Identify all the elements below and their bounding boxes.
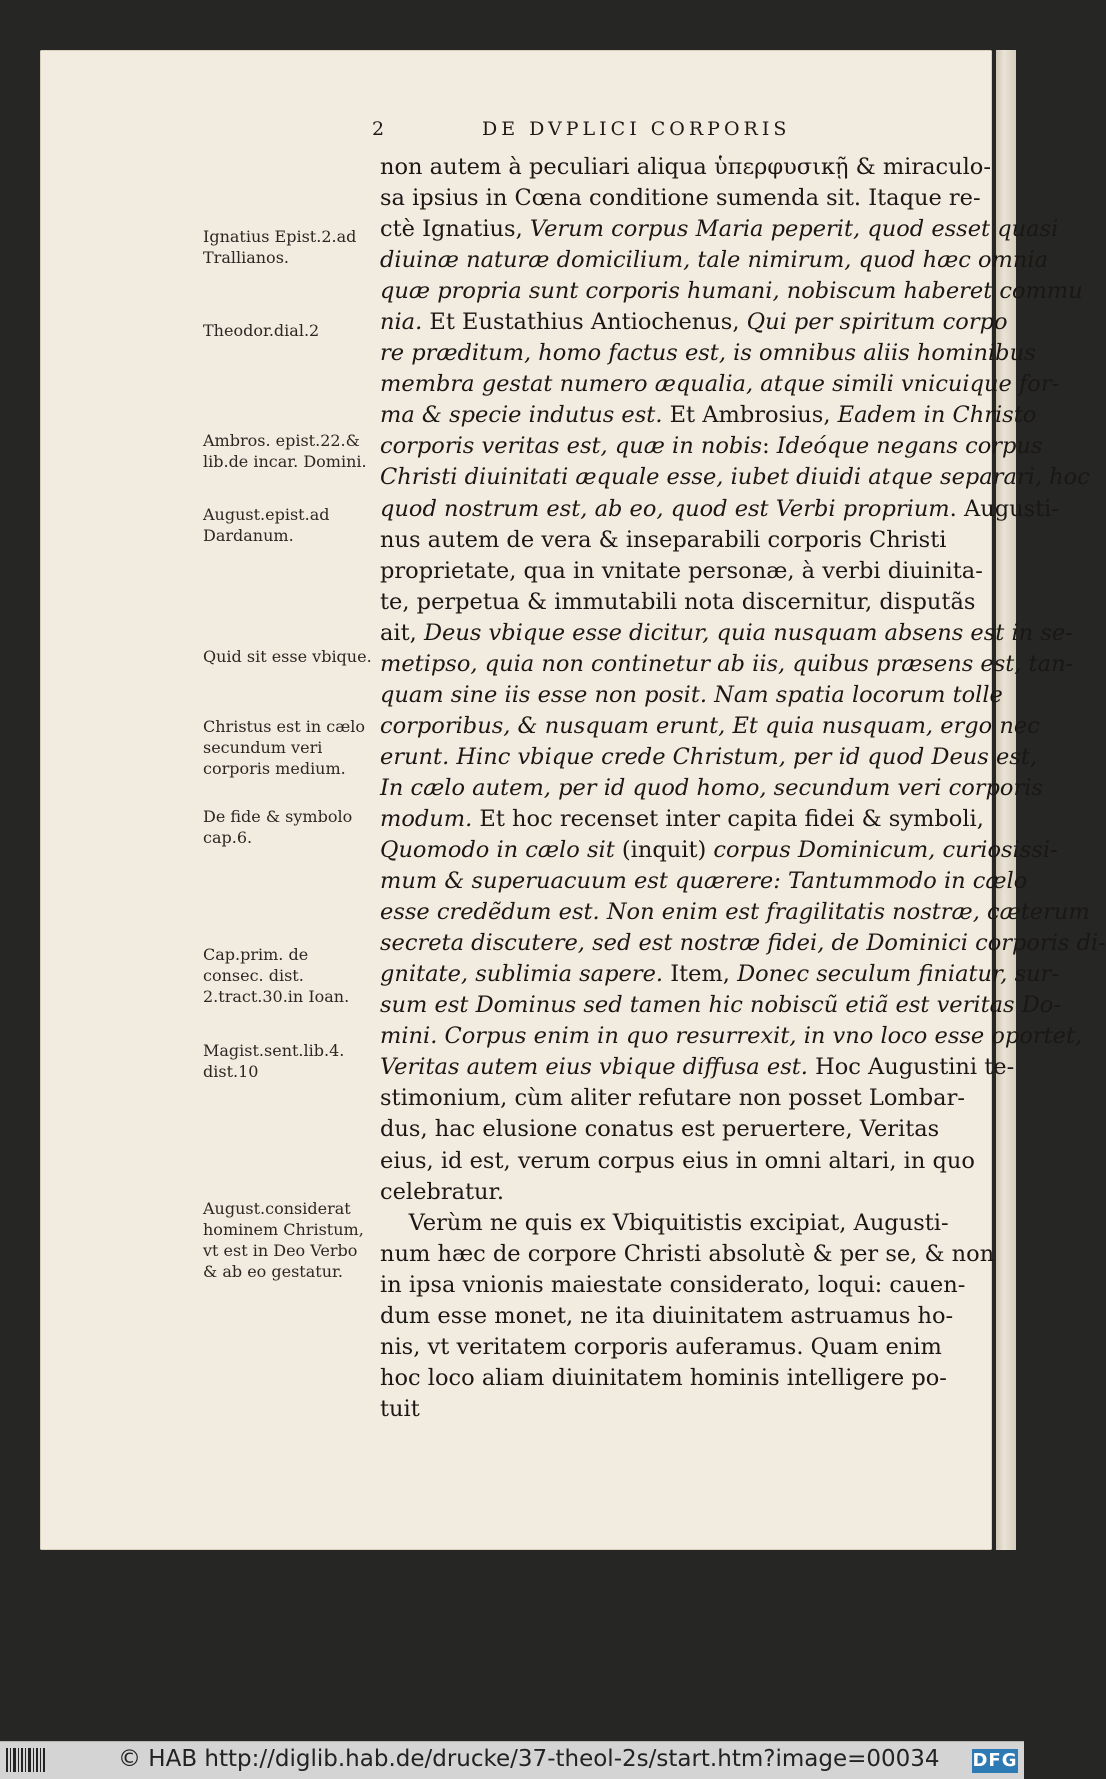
text-line <box>380 587 976 618</box>
italic-run: Verum corpus Maria peperit, quod esset quasi <box>529 216 1059 243</box>
page-header <box>372 118 948 146</box>
italic-run: corpus Dominicum, curiosissi- <box>713 837 1058 864</box>
margin-note: August.epist.ad Dardanum. <box>203 505 330 545</box>
text-line <box>380 152 991 183</box>
roman-run: celebratur. <box>380 1178 504 1205</box>
roman-run: Et Eustathius Antiochenus, <box>422 309 747 336</box>
running-head: DE DVPLICI CORPORIS <box>482 118 791 140</box>
italic-run: mum & superuacuum est quærere: Tantummodo in cælo <box>380 868 1028 895</box>
margin-notes <box>203 226 373 1336</box>
roman-run: non autem à peculiari aliqua ὑπερφυσικῇ & miraculo- <box>380 154 991 180</box>
roman-run: tuit <box>380 1395 420 1422</box>
roman-run: proprietate, qua in vnitate personæ, à verbi diuinita- <box>380 557 983 584</box>
text-line <box>380 897 1090 928</box>
text-line <box>380 1301 956 1332</box>
roman-run: : <box>762 433 777 460</box>
italic-run: quam sine iis esse non posit. Nam spatia locorum tolle <box>380 681 1003 708</box>
italic-run: metipso, quia non continetur ab iis, quibus præsens est, tan- <box>380 650 1074 677</box>
margin-note: Magist.sent.lib.4. dist.10 <box>203 1041 345 1081</box>
text-line <box>380 835 1058 866</box>
italic-run: Donec seculum finiatur, sur- <box>737 961 1059 988</box>
text-line <box>380 494 1059 525</box>
text-line <box>380 928 1106 959</box>
italic-run: erunt. Hinc vbique crede Christum, per id quod Deus est, <box>380 743 1038 770</box>
text-line <box>380 866 1028 897</box>
italic-run: modum. <box>380 805 473 832</box>
italic-run: Eadem in Christo <box>837 402 1037 429</box>
text-line <box>380 618 1073 649</box>
margin-note: Ignatius Epist.2.ad Trallianos. <box>203 227 357 267</box>
margin-note: Theodor.dial.2 <box>203 321 320 340</box>
roman-run: Et Ambrosius, <box>662 402 838 429</box>
italic-run: corporis veritas est, quæ in nobis <box>380 433 763 460</box>
roman-run: te, perpetua & immutabili nota discernitur, disputãs <box>380 588 976 615</box>
roman-run: hoc loco aliam diuinitatem hominis intelligere po- <box>380 1364 947 1391</box>
text-line <box>380 1177 956 1208</box>
italic-run: Ideóque negans corpus <box>776 433 1043 460</box>
italic-run: quod nostrum est, ab eo, quod est Verbi proprium <box>380 495 950 522</box>
text-line <box>380 307 1008 338</box>
roman-run: dus, hac elusione conatus est peruertere, Veritas <box>380 1116 940 1143</box>
text-line <box>380 959 1059 990</box>
text-line <box>380 276 1083 307</box>
text-line <box>380 369 1060 400</box>
text-line <box>380 525 956 556</box>
text-line <box>380 1146 975 1177</box>
roman-run: Hoc Augustini te- <box>807 1054 1015 1081</box>
italic-run: Qui per spiritum corpo <box>746 309 1008 336</box>
italic-run: gnitate, sublimia sapere. <box>380 961 664 988</box>
text-line <box>380 1270 966 1301</box>
margin-note: De fide & symbolo cap.6. <box>203 807 353 847</box>
roman-run: Et hoc recenset inter capita fidei & symboli, <box>472 805 984 832</box>
text-line <box>380 1208 956 1239</box>
text-line <box>380 711 1040 742</box>
roman-run: nis, vt veritatem corporis auferamus. Quam enim <box>380 1333 942 1360</box>
text-line <box>380 1394 956 1425</box>
text-line <box>380 556 983 587</box>
roman-run: nus autem de vera & inseparabili corporis Christi <box>380 526 947 553</box>
text-line <box>380 1332 956 1363</box>
italic-run: Veritas autem eius vbique diffusa est. <box>380 1054 808 1081</box>
text-line <box>380 1052 1015 1083</box>
roman-run: num hæc de corpore Christi absolutè & per se, & non <box>380 1240 995 1267</box>
text-line <box>380 680 1003 711</box>
text-line <box>380 649 1074 680</box>
margin-note: Christus est in cælo secundum veri corporis medium. <box>203 717 366 778</box>
italic-run: Quomodo in cælo sit <box>380 837 615 864</box>
margin-note: August.considerat hominem Christum, vt est in Deo Verbo & ab eo gestatur. <box>203 1199 364 1281</box>
italic-run: sum est Dominus sed tamen hic nobiscũ etiã est veritas Do- <box>380 992 1061 1019</box>
footer-bar <box>0 1741 1024 1779</box>
italic-run: Christi diuinitati æquale esse, iubet diuidi atque separari, hoc <box>380 464 1090 491</box>
text-line <box>380 742 1038 773</box>
roman-run: in ipsa vnionis maiestate considerato, loqui: cauen- <box>380 1271 966 1298</box>
text-line <box>380 245 1048 276</box>
italic-run: mini. Corpus enim in quo resurrexit, in vno loco esse oportet, <box>380 1023 1083 1050</box>
barcode-icon <box>6 1748 46 1772</box>
page-number: 2 <box>372 118 385 140</box>
margin-note: Cap.prim. de consec. dist. 2.tract.30.in Ioan. <box>203 945 350 1006</box>
roman-run: sa ipsius in Cœna conditione sumenda sit. Itaque re- <box>380 185 981 212</box>
italic-run: membra gestat numero æqualia, atque simili vnicuique for- <box>380 371 1060 398</box>
text-line <box>380 462 1090 493</box>
roman-run: (inquit) <box>614 837 714 864</box>
italic-run: esse credẽdum est. Non enim est fragilitatis nostræ, cæterum <box>380 899 1090 926</box>
text-line <box>380 990 1061 1021</box>
italic-run: quæ propria sunt corporis humani, nobiscum haberet commu <box>380 278 1083 305</box>
italic-run: ma & specie indutus est. <box>380 402 663 429</box>
roman-run: dum esse monet, ne ita diuinitatem astruamus ho- <box>380 1302 954 1329</box>
text-line <box>380 1083 965 1114</box>
body-text <box>380 152 1106 1425</box>
italic-run: Deus vbique esse dicitur, quia nusquam absens est in se- <box>423 619 1073 646</box>
text-line <box>380 338 1036 369</box>
text-line <box>380 804 984 835</box>
text-line <box>380 1021 1083 1052</box>
dfg-logo: DFG <box>972 1750 1018 1771</box>
roman-run: Item, <box>663 961 738 988</box>
roman-run: eius, id est, verum corpus eius in omni altari, in quo <box>380 1147 975 1174</box>
text-line <box>380 773 1043 804</box>
text-line <box>380 1363 956 1394</box>
roman-run: stimonium, cùm aliter refutare non posset Lombar- <box>380 1085 965 1112</box>
text-line <box>380 214 1059 245</box>
text-line <box>380 1239 995 1270</box>
roman-run: ctè Ignatius, <box>380 216 530 243</box>
text-line <box>380 431 1043 462</box>
italic-run: secreta discutere, sed est nostræ fidei, de Dominici corporis di- <box>380 930 1106 957</box>
margin-note: Quid sit esse vbique. <box>203 647 372 666</box>
text-line <box>380 400 1037 431</box>
italic-run: nia. <box>380 309 423 336</box>
text-line <box>380 183 981 214</box>
italic-run: corporibus, & nusquam erunt, Et quia nusquam, ergo nec <box>380 712 1040 739</box>
text-line <box>380 1114 956 1145</box>
roman-run: Verùm ne quis ex Vbiquitistis excipiat, Augusti- <box>380 1209 949 1236</box>
italic-run: diuinæ naturæ domicilium, tale nimirum, quod hæc omnia <box>380 247 1048 274</box>
roman-run: ait, <box>380 619 424 646</box>
margin-note: Ambros. epist.22.& lib.de incar. Domini. <box>203 431 367 471</box>
italic-run: re præditum, homo factus est, is omnibus aliis hominibus <box>380 340 1036 367</box>
roman-run: . Augusti- <box>949 495 1059 522</box>
italic-run: In cælo autem, per id quod homo, secundum veri corporis <box>380 774 1043 801</box>
copyright-url[interactable]: © HAB http://diglib.hab.de/drucke/37-theol-2s/start.htm?image=00034 <box>118 1746 940 1772</box>
